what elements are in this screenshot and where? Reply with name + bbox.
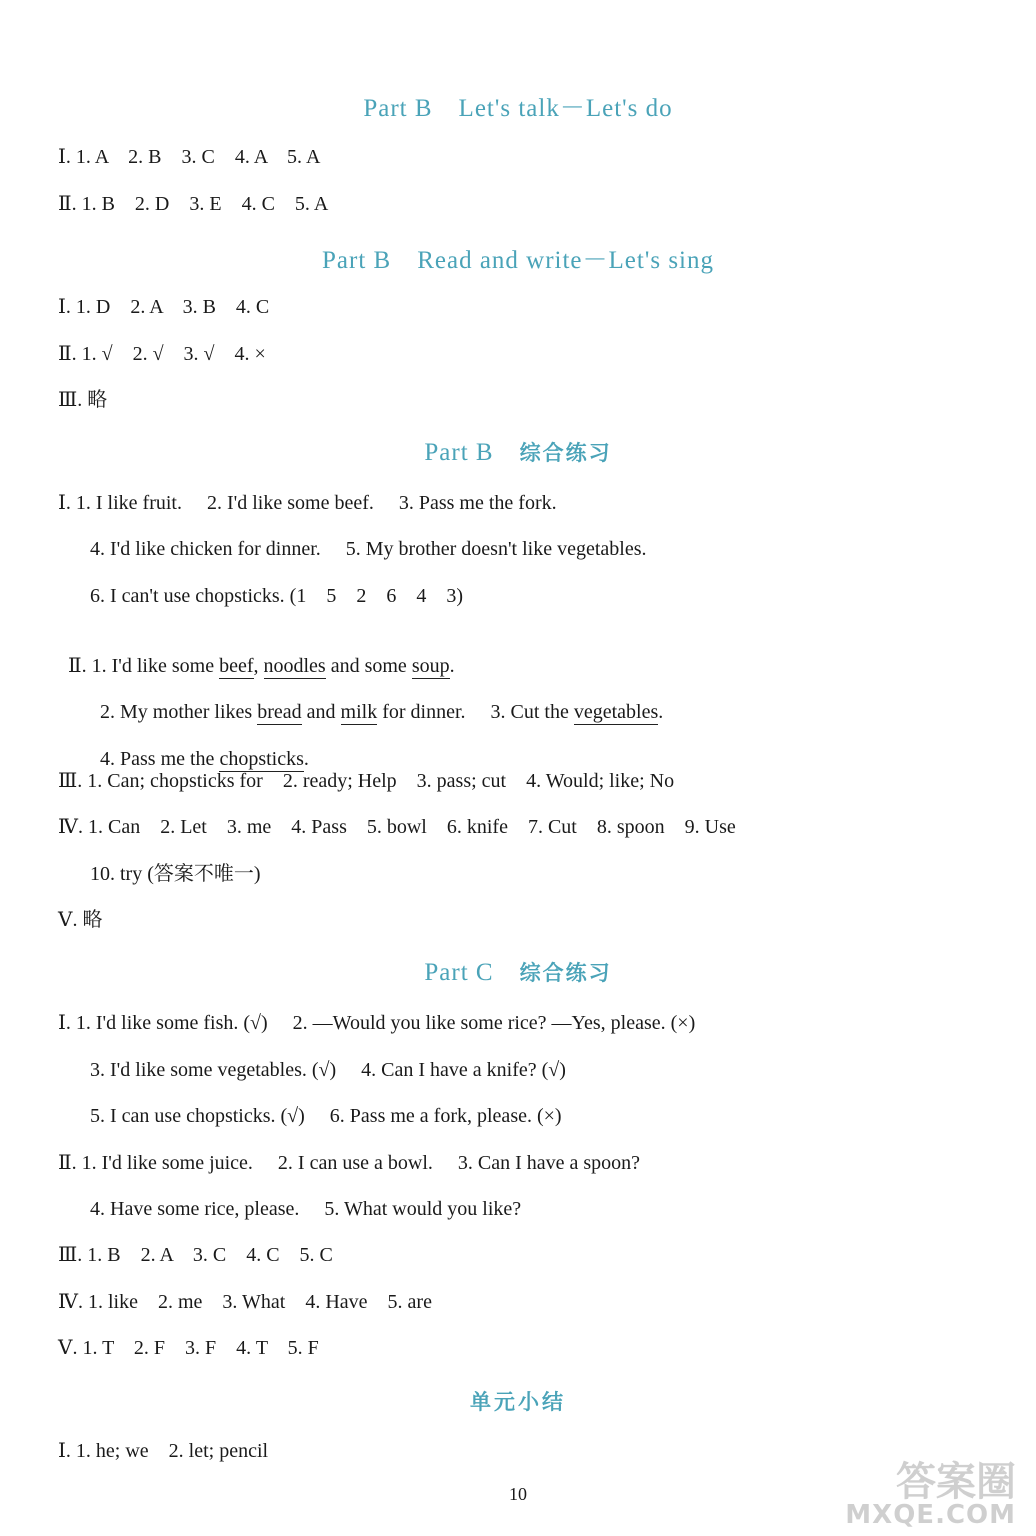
- answer-line: 4. Have some rice, please. 5. What would you like?: [90, 1198, 522, 1220]
- text: .: [658, 701, 664, 723]
- answer-line: 6. I can't use chopsticks. (1 5 2 6 4 3): [90, 585, 463, 607]
- page-number: 10: [509, 1484, 527, 1504]
- watermark-text: 答案圈: [896, 1459, 1016, 1505]
- text: .: [449, 655, 455, 677]
- underlined-answer: chopsticks: [219, 748, 304, 770]
- answer-line: 4. I'd like chicken for dinner. 5. My brother doesn't like vegetables.: [90, 538, 647, 560]
- section-heading-part-b-read: Part B Read and write－Let's sing: [322, 247, 714, 274]
- answer-line: Ⅳ. 1. Can 2. Let 3. me 4. Pass 5. bowl 6. knife 7. Cut 8. spoon 9. Use: [58, 816, 736, 838]
- section-heading-unit-summary: 单元小结: [470, 1390, 566, 1414]
- section-heading-part-b-talk: Part B Let's talk－Let's do: [363, 95, 673, 122]
- section-heading-part-b-practice: [0, 437, 1036, 467]
- answer-line: [58, 630, 455, 678]
- answer-line: Ⅲ. 1. Can; chopsticks for 2. ready; Help 3. pass; cut 4. Would; like; No: [58, 770, 675, 792]
- answer-line: Ⅰ. 1. he; we 2. let; pencil: [58, 1440, 269, 1462]
- answer-line: [90, 723, 309, 771]
- answer-line: Ⅰ. 1. I like fruit. 2. I'd like some beef. 3. Pass me the fork.: [58, 492, 557, 514]
- text: .: [303, 748, 309, 770]
- answer-line: 5. I can use chopsticks. (√) 6. Pass me a fork, please. (×): [90, 1105, 562, 1127]
- answer-line: [90, 676, 663, 724]
- text: and some: [325, 655, 412, 677]
- answer-line: Ⅰ. 1. A 2. B 3. C 4. A 5. A: [58, 146, 321, 168]
- answer-line: 3. I'd like some vegetables. (√) 4. Can I have a knife? (√): [90, 1059, 566, 1081]
- answer-line: Ⅴ. 1. T 2. F 3. F 4. T 5. F: [58, 1337, 319, 1359]
- answer-line: Ⅰ. 1. D 2. A 3. B 4. C: [58, 296, 270, 318]
- text: for dinner. 3. Cut the: [377, 701, 574, 723]
- answer-line: Ⅴ. 略: [58, 909, 103, 931]
- text: ,: [253, 655, 264, 677]
- underlined-answer: soup: [411, 655, 450, 677]
- heading-cn: 综合练习: [519, 961, 612, 985]
- answer-line: Ⅰ. 1. I'd like some fish. (√) 2. —Would you like some rice? —Yes, please. (×): [58, 1012, 696, 1034]
- heading-en: Part C: [424, 959, 494, 986]
- answer-line: 10. try (答案不唯一): [90, 863, 261, 885]
- answer-line: Ⅱ. 1. √ 2. √ 3. √ 4. ×: [58, 343, 266, 365]
- underlined-answer: milk: [340, 701, 378, 723]
- underlined-answer: noodles: [263, 655, 326, 677]
- answer-line: Ⅱ. 1. I'd like some juice. 2. I can use a bowl. 3. Can I have a spoon?: [58, 1152, 641, 1174]
- watermark-url: MXQE.COM: [845, 1500, 1016, 1530]
- text: 2. My mother likes: [100, 701, 258, 723]
- underlined-answer: vegetables: [573, 701, 659, 723]
- section-heading-part-c-practice: [0, 957, 1036, 987]
- text: and: [301, 701, 341, 723]
- answer-line: Ⅲ. 略: [58, 389, 108, 411]
- text: 4. Pass me the: [100, 748, 220, 770]
- answer-line: Ⅲ. 1. B 2. A 3. C 4. C 5. C: [58, 1244, 333, 1266]
- answer-line: Ⅳ. 1. like 2. me 3. What 4. Have 5. are: [58, 1291, 432, 1313]
- watermark-logo: [845, 1450, 1022, 1530]
- underlined-answer: beef: [219, 655, 254, 677]
- underlined-answer: bread: [257, 701, 302, 723]
- heading-en: Part B: [424, 439, 494, 466]
- heading-cn: 综合练习: [519, 441, 612, 465]
- text: Ⅱ. 1. I'd like some: [68, 655, 220, 677]
- answer-line: Ⅱ. 1. B 2. D 3. E 4. C 5. A: [58, 193, 329, 215]
